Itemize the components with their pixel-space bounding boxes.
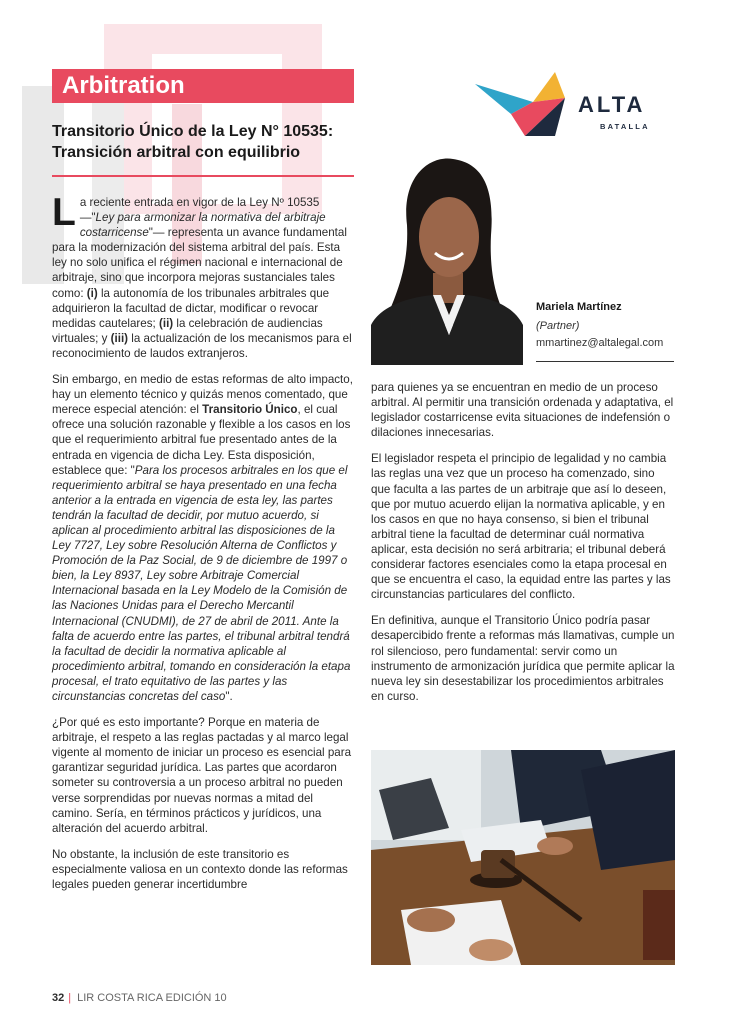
section-title: Arbitration bbox=[62, 72, 185, 99]
author-portrait bbox=[371, 155, 523, 365]
article-column-right bbox=[371, 380, 675, 715]
paragraph-6: El legislador respeta el principio de legalidad y no cambia las reglas una vez que un proceso ha comenzado, sino que faculta a las partes de un arbitraje que así lo deseen, que por mutuo acuerdo elijan la normativa aplicable, y en los casos en que no haya consenso, si bien el tribunal arbitral tiene la facultad de determinar cuál normativa aplicar, esta decisión no será arbitraria; el tribunal deberá considerar factores esenciales como la etapa procesal en que se encuentra el caso, la equidad entre las partes y las circunstancias particulares del conflicto. bbox=[371, 452, 671, 602]
paragraph-4: No obstante, la inclusión de este transitorio es especialmente valiosa en un contexto donde las reformas legales pueden generar incertidumbre bbox=[52, 847, 348, 892]
publication-name: LIR COSTA RICA EDICIÓN 10 bbox=[77, 992, 227, 1004]
meeting-photo bbox=[371, 750, 675, 965]
section-banner bbox=[52, 69, 354, 103]
author-name: Mariela Martínez bbox=[536, 301, 622, 313]
logo-name: ALTA bbox=[578, 92, 646, 117]
logo-subtitle: BATALLA bbox=[600, 122, 650, 131]
headline-line-1: Transitorio Único de la Ley N° 10535: bbox=[52, 123, 334, 140]
headline-line-2: Transición arbitral con equilibrio bbox=[52, 144, 301, 161]
author-role: (Partner) bbox=[536, 320, 580, 332]
dropcap: L bbox=[52, 191, 76, 234]
article-column-left bbox=[52, 191, 354, 903]
page-number: 32 bbox=[52, 992, 65, 1004]
paragraph-3: ¿Por qué es esto importante? Porque en materia de arbitraje, el respeto a las reglas pactadas y al marco legal vigente al momento de iniciar un proceso es esencial para garantizar seguridad jurídica. Las partes que acordaron someter su controversia a un proceso arbitral no pueden verse sorprendidas por nuevas normas a mitad del camino. Sería, en términos prácticos y jurídicos, una alteración del acuerdo arbitral. bbox=[52, 716, 352, 835]
article-headline bbox=[52, 121, 352, 163]
page-footer bbox=[52, 992, 227, 1004]
author-email-link[interactable]: mmartinez@altalegal.com bbox=[536, 337, 664, 349]
paragraph-7: En definitiva, aunque el Transitorio Único podría pasar desapercibido frente a reformas más llamativas, cumple un rol silencioso, pero fundamental: servir como un instrumento de armonización jurídica que permite aplicar la nueva ley sin desestabilizar los procedimientos arbitrales en curso. bbox=[371, 614, 675, 703]
paragraph-5: para quienes ya se encuentran en medio de un proceso arbitral. Al permitir una transición ordenada y adaptativa, el legislador costarricense evita situaciones de indefensión o dilaciones innecesarias. bbox=[371, 381, 674, 440]
paragraph-1: La reciente entrada en vigor de la Ley Nº 10535 —"Ley para armonizar la normativa del arbitraje costarricense"— representa un avance fundamental para la modernización del sistema arbitral del país. Esta ley no solo unifica el régimen nacional e internacional de arbitraje, sino que incorpora mejoras sustanciales tales como: (i) la autonomía de los tribunales arbitrales que adquirieron la facultad de dictar, modificar o revocar medidas cautelares; (ii) la celebración de audiencias virtuales; y (iii) la actualización de los mecanismos para el reconocimiento de laudos extranjeros. bbox=[52, 191, 352, 360]
paragraph-2: Sin embargo, en medio de estas reformas de alto impacto, hay un elemento técnico y quizás menos comentado, que merece especial atención: el Transitorio Único, el cual ofrece una solución razonable y flexible a los casos en los que el requerimiento arbitral fue presentado antes de la entrada en vigencia de dicha Ley. Esta disposición, establece que: "Para los procesos arbitrales en los que el requerimiento arbitral se haya presentado en una fecha anterior a la entrada en vigencia de esta ley, las partes tendrán la facultad de decidir, por mutuo acuerdo, si aplican al procedimiento arbitral las disposiciones de la Ley 7727, Ley sobre Resolución Alterna de Conflictos y Promoción de la Paz Social, de 9 de diciembre de 1997 o bien, la Ley 8937, Ley sobre Arbitraje Comercial Internacional basada en la Ley Modelo de la Comisión de las Naciones Unidas para el Derecho Mercantil Internacional (CNUDMI), de 27 de abril de 2011. Ante la falta de acuerdo entre las partes, el tribunal arbitral tendrá la facultad de decidir la normativa aplicable al procedimiento arbitral, tomando en consideración la etapa procesal, el trato equitativo de las partes y las circunstancias concretas del caso". bbox=[52, 373, 353, 703]
footer-separator: | bbox=[68, 992, 72, 1004]
headline-divider bbox=[52, 175, 354, 177]
author-divider bbox=[536, 361, 674, 362]
